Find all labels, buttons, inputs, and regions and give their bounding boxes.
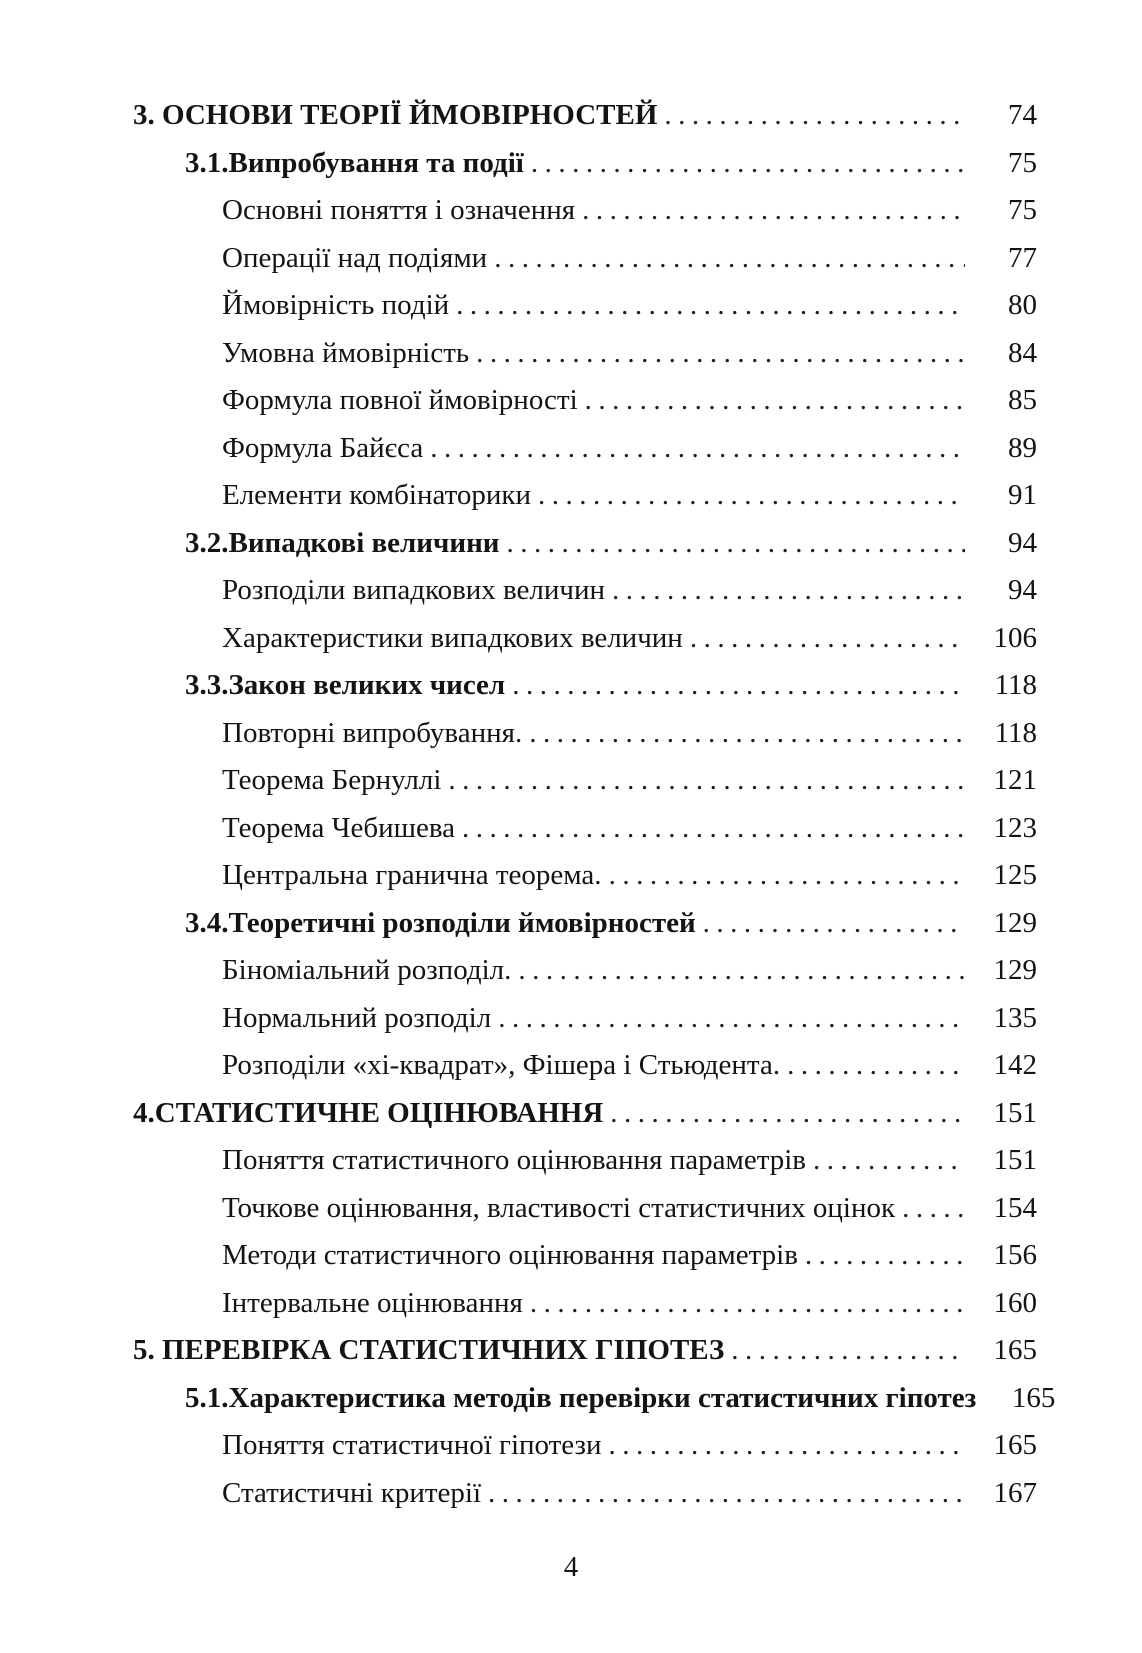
toc-entry-label: Розподіли випадкових величин: [222, 574, 606, 606]
dot-leader: [683, 615, 965, 663]
toc-entry-page: 151: [993, 1144, 1037, 1176]
toc-entry-label: 5. ПЕРЕВІРКА СТАТИСТИЧНИХ ГІПОТЕЗ: [133, 1334, 725, 1366]
toc-entry: [133, 995, 1037, 1043]
toc-entry-page: 151: [993, 1096, 1037, 1129]
toc-entry-label: Статистичні критерії: [222, 1476, 482, 1509]
dot-leader: [578, 377, 965, 425]
toc-entry-label: Інтервальне оцінювання: [222, 1286, 523, 1319]
toc-entry-label: Формула повної ймовірності: [222, 384, 578, 416]
dot-leader: [523, 1280, 965, 1328]
toc-entry: [133, 757, 1037, 805]
toc-entry-page: 118: [994, 716, 1037, 749]
toc-entry: [133, 187, 1037, 235]
toc-entry: [133, 900, 1037, 948]
toc-entry: [133, 567, 1037, 615]
toc-entry-page: 85: [1008, 384, 1037, 416]
toc-entry-page: 118: [994, 669, 1037, 701]
dot-leader: [469, 330, 965, 378]
toc-entry: [133, 235, 1037, 283]
toc-entry: [133, 662, 1037, 710]
dot-leader: [423, 425, 965, 473]
dot-leader: [603, 1090, 965, 1138]
toc-entry-label: Біноміальний розподіл.: [222, 954, 512, 986]
toc-entry-label: Поняття статистичного оцінювання параметрів: [222, 1144, 806, 1176]
dot-leader: [487, 235, 965, 283]
toc-entry: [133, 425, 1037, 473]
dot-leader: [481, 1470, 965, 1518]
toc-entry-page: 123: [993, 811, 1037, 844]
toc-entry-label: Умовна ймовірність: [222, 336, 470, 369]
table-of-contents: [133, 92, 1056, 1517]
dot-leader: [522, 710, 965, 758]
toc-entry: [133, 1327, 1037, 1375]
toc-entry: [133, 1042, 1037, 1090]
toc-entry-page: 80: [1008, 289, 1037, 321]
toc-entry: [133, 1280, 1037, 1328]
toc-entry: [133, 1137, 1037, 1185]
toc-entry-label: 3.4.Теоретичні розподіли ймовірностей: [185, 906, 696, 939]
toc-entry-label: 3.2.Випадкові величини: [185, 526, 500, 559]
dot-leader: [500, 520, 966, 568]
dot-leader: [524, 140, 965, 188]
toc-entry: [133, 1375, 1056, 1423]
toc-entry-label: Теорема Бернуллі: [222, 764, 442, 796]
toc-entry: [133, 472, 1037, 520]
toc-entry-label: Точкове оцінювання, властивості статистичних оцінок: [222, 1191, 896, 1224]
toc-entry-label: 4.СТАТИСТИЧНЕ ОЦІНЮВАННЯ: [133, 1096, 604, 1129]
toc-entry: [133, 330, 1037, 378]
toc-entry-label: 3.1.Випробування та події: [185, 146, 524, 179]
dot-leader: [657, 92, 965, 140]
dot-leader: [605, 567, 965, 615]
toc-entry-page: 125: [993, 859, 1037, 891]
page-number-footer: 4: [563, 1551, 579, 1583]
toc-entry-label: Розподіли «хі-квадрат», Фішера і Стьюдента.: [222, 1049, 781, 1081]
toc-entry-label: Теорема Чебишева: [222, 811, 456, 844]
toc-entry: [133, 1470, 1037, 1518]
toc-entry-label: 3.3.Закон великих чисел: [185, 669, 506, 701]
toc-entry: [133, 140, 1037, 188]
toc-entry-page: 165: [993, 1334, 1037, 1366]
toc-entry-page: 74: [1008, 99, 1037, 131]
toc-entry: [133, 947, 1037, 995]
toc-entry-label: 3. ОСНОВИ ТЕОРІЇ ЙМОВІРНОСТЕЙ: [133, 99, 658, 131]
toc-entry-label: 5.1.Характеристика методів перевірки статистичних гіпотез: [185, 1381, 977, 1414]
toc-entry-label: Характеристики випадкових величин: [222, 621, 683, 654]
toc-entry-page: 129: [993, 906, 1037, 939]
toc-entry-page: 129: [993, 954, 1037, 986]
dot-leader: [491, 995, 965, 1043]
toc-entry-page: 142: [993, 1049, 1037, 1081]
dot-leader: [531, 472, 965, 520]
dot-leader: [895, 1185, 965, 1233]
dot-leader: [455, 805, 965, 853]
toc-entry-label: Поняття статистичної гіпотези: [222, 1429, 602, 1461]
toc-entry: [133, 615, 1037, 663]
toc-entry: [133, 710, 1037, 758]
toc-entry-page: 91: [1008, 479, 1037, 511]
toc-entry: [133, 92, 1037, 140]
toc-entry-page: 89: [1008, 431, 1037, 464]
dot-leader: [780, 1042, 965, 1090]
toc-entry-page: 165: [1011, 1381, 1056, 1414]
dot-leader: [511, 947, 965, 995]
toc-entry-label: Ймовірність подій: [222, 289, 450, 321]
toc-entry-label: Нормальний розподіл: [222, 1001, 492, 1034]
toc-entry-page: 165: [993, 1429, 1037, 1461]
toc-entry-page: 156: [993, 1239, 1037, 1271]
toc-entry-label: Методи статистичного оцінювання параметрів: [222, 1239, 798, 1271]
toc-entry-label: Центральна гранична теорема.: [222, 859, 602, 891]
toc-entry-label: Елементи комбінаторики: [222, 479, 532, 511]
toc-entry-page: 121: [993, 764, 1037, 796]
toc-entry-page: 94: [1008, 574, 1037, 606]
dot-leader: [441, 757, 965, 805]
toc-entry-page: 106: [993, 621, 1037, 654]
dot-leader: [724, 1327, 965, 1375]
toc-entry: [133, 805, 1037, 853]
dot-leader: [602, 852, 965, 900]
dot-leader: [696, 900, 965, 948]
toc-entry-page: 167: [993, 1476, 1037, 1509]
dot-leader: [575, 187, 965, 235]
toc-entry-page: 135: [993, 1001, 1037, 1034]
toc-entry: [133, 520, 1037, 568]
toc-entry-page: 75: [1008, 194, 1037, 226]
toc-entry: [133, 377, 1037, 425]
dot-leader: [505, 662, 965, 710]
toc-entry-label: Операції над подіями: [222, 241, 488, 274]
toc-entry: [133, 1185, 1037, 1233]
toc-entry: [133, 1090, 1037, 1138]
toc-entry: [133, 1232, 1037, 1280]
toc-entry-page: 77: [1008, 241, 1037, 274]
toc-entry-label: Формула Байєса: [222, 431, 424, 464]
toc-entry-page: 75: [1008, 146, 1037, 179]
toc-entry: [133, 282, 1037, 330]
dot-leader: [602, 1422, 965, 1470]
toc-entry-page: 84: [1008, 336, 1037, 369]
toc-entry-label: Повторні випробування.: [222, 716, 523, 749]
toc-entry-page: 154: [993, 1191, 1037, 1224]
dot-leader: [798, 1232, 965, 1280]
dot-leader: [806, 1137, 965, 1185]
toc-entry-label: Основні поняття і означення: [222, 194, 576, 226]
toc-entry: [133, 852, 1037, 900]
dot-leader: [449, 282, 965, 330]
toc-entry-page: 160: [993, 1286, 1037, 1319]
toc-entry-page: 94: [1008, 526, 1037, 559]
toc-entry: [133, 1422, 1037, 1470]
